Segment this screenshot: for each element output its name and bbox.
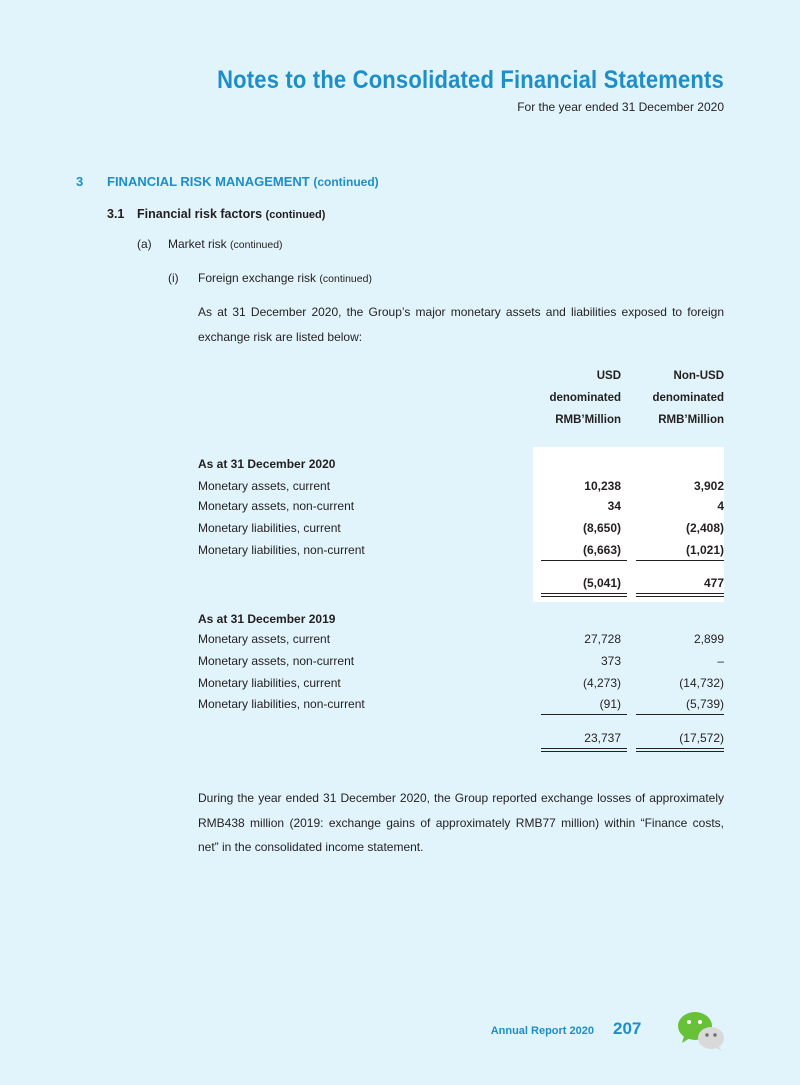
col-nonusd-header-line1: Non-USD — [673, 370, 724, 382]
total-double-rule — [541, 748, 627, 752]
page-title: Notes to the Consolidated Financial Statements — [217, 66, 724, 94]
total-usd-2019: 23,737 — [584, 731, 621, 745]
total-nonusd-2019: (17,572) — [679, 731, 724, 745]
level3-heading — [168, 237, 283, 251]
subtotal-rule — [541, 560, 627, 561]
level3-number: (a) — [137, 237, 152, 251]
section-heading — [107, 174, 379, 189]
subsection-number: 3.1 — [107, 207, 125, 221]
intro-paragraph: As at 31 December 2020, the Group’s major monetary assets and liabilities exposed to foreign exchange risk are listed below: — [198, 305, 724, 344]
table-cell-nonusd: (14,732) — [679, 676, 724, 690]
table-row-label: Monetary assets, non-current — [198, 499, 355, 513]
col-nonusd-header-line3: RMB’Million — [658, 414, 724, 426]
table-cell-usd: (4,273) — [582, 676, 621, 690]
table-row-label: Monetary liabilities, non-current — [198, 543, 365, 557]
table-cell-nonusd: 2,899 — [693, 632, 724, 646]
table-cell-usd: 34 — [607, 499, 621, 513]
subsection-title: Financial risk factors — [137, 207, 263, 221]
level3-continued: (continued) — [230, 239, 283, 251]
section-continued: (continued) — [313, 175, 379, 189]
group-heading-2020: As at 31 December 2020 — [198, 457, 336, 471]
table-cell-usd: 373 — [600, 654, 621, 668]
col-usd-header-line1: USD — [596, 370, 621, 382]
total-double-rule — [636, 748, 724, 752]
col-nonusd-header-line2: denominated — [652, 392, 724, 404]
group-heading-2019: As at 31 December 2019 — [198, 612, 336, 626]
level3-title: Market risk — [168, 237, 227, 251]
table-cell-usd: 27,728 — [584, 632, 621, 646]
table-cell-nonusd: 4 — [717, 499, 724, 513]
subtotal-rule — [636, 714, 724, 715]
page-number: 207 — [613, 1019, 642, 1038]
table-cell-usd: (6,663) — [582, 543, 621, 557]
wechat-logo-icon — [676, 1010, 726, 1052]
table-cell-nonusd: (2,408) — [685, 521, 724, 535]
total-usd-2020: (5,041) — [582, 576, 621, 590]
table-row-label: Monetary assets, current — [198, 479, 331, 493]
total-double-rule — [636, 593, 724, 597]
section-number: 3 — [76, 174, 84, 189]
level4-continued: (continued) — [319, 273, 372, 285]
table-cell-nonusd: – — [717, 654, 724, 668]
total-nonusd-2020: 477 — [703, 576, 724, 590]
subsection-heading — [137, 207, 325, 221]
table-row-label: Monetary liabilities, non-current — [198, 697, 365, 711]
level4-heading — [198, 271, 372, 285]
table-cell-usd: (8,650) — [582, 521, 621, 535]
table-row-label: Monetary liabilities, current — [198, 521, 341, 535]
table-row-label: Monetary assets, non-current — [198, 654, 355, 668]
subtotal-rule — [636, 560, 724, 561]
col-usd-header-line3: RMB’Million — [555, 414, 621, 426]
table-row-label: Monetary liabilities, current — [198, 676, 341, 690]
table-row-label: Monetary assets, current — [198, 632, 331, 646]
table-cell-usd: (91) — [599, 697, 621, 711]
level4-number: (i) — [168, 271, 179, 285]
level4-title: Foreign exchange risk — [198, 271, 317, 285]
footer-report-label: Annual Report 2020 — [490, 1025, 594, 1037]
total-double-rule — [541, 593, 627, 597]
closing-paragraph: During the year ended 31 December 2020, the Group reported exchange losses of approximately RMB438 million (2019: exchange gains of approximately RMB77 million) within “Finance costs, net” in the consolidated income statement. — [198, 791, 724, 854]
table-cell-nonusd: (1,021) — [685, 543, 724, 557]
table-cell-nonusd: (5,739) — [685, 697, 724, 711]
table-cell-nonusd: 3,902 — [693, 479, 724, 493]
col-usd-header-line2: denominated — [549, 392, 621, 404]
table-cell-usd: 10,238 — [584, 479, 621, 493]
subsection-continued: (continued) — [265, 209, 326, 221]
page-subtitle: For the year ended 31 December 2020 — [517, 100, 724, 114]
section-title: FINANCIAL RISK MANAGEMENT — [107, 174, 310, 189]
subtotal-rule — [541, 714, 627, 715]
